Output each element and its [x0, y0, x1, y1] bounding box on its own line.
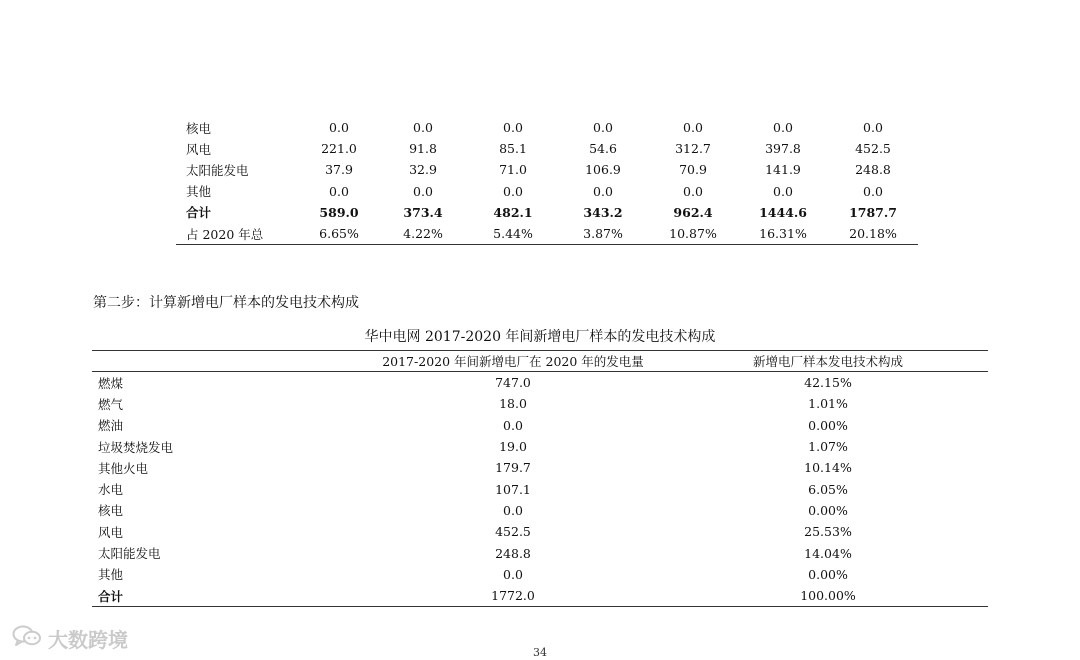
- generation-mix-table: [92, 350, 988, 607]
- table-cell: 0.0: [329, 120, 349, 136]
- table-cell: 18.0: [499, 396, 527, 412]
- table-cell: 54.6: [589, 141, 617, 157]
- row-label: 其他: [186, 184, 212, 200]
- column-header: 2017-2020 年间新增电厂在 2020 年的发电量: [358, 351, 668, 372]
- table-cell: 106.9: [585, 162, 621, 178]
- table-cell: 397.8: [765, 141, 801, 157]
- table-cell: 0.0: [863, 120, 883, 136]
- table-cell: 6.05%: [808, 481, 848, 497]
- table-row-share: [176, 223, 918, 245]
- table-cell: 0.00%: [808, 566, 848, 582]
- table-cell: 1.01%: [808, 396, 848, 412]
- table-cell: 71.0: [499, 162, 527, 178]
- table-cell: 221.0: [321, 141, 357, 157]
- row-label: 占 2020 年总: [176, 223, 300, 245]
- table-cell: 14.04%: [804, 545, 852, 561]
- row-label: 太阳能发电: [186, 162, 249, 178]
- table-row: [176, 117, 918, 138]
- table-cell: 42.15%: [804, 375, 852, 391]
- table-cell: 5.44%: [468, 223, 558, 245]
- table-row: [92, 521, 988, 542]
- table-cell: 248.8: [855, 162, 891, 178]
- step-heading: 第二步：计算新增电厂样本的发电技术构成: [93, 295, 359, 311]
- row-label: 风电: [98, 524, 124, 540]
- table-row: [176, 181, 918, 202]
- table-cell: 20.18%: [828, 223, 918, 245]
- table-header-row: [92, 351, 988, 372]
- table-row-total: [92, 585, 988, 607]
- row-label: 核电: [186, 120, 212, 136]
- table-row: [92, 436, 988, 457]
- table-cell: 248.8: [495, 545, 531, 561]
- table-cell: 91.8: [409, 141, 437, 157]
- table-cell: 1444.6: [759, 204, 807, 220]
- table-cell: 0.0: [773, 183, 793, 199]
- row-label: 合计: [92, 585, 358, 607]
- table-cell: 179.7: [495, 460, 531, 476]
- table-cell: 452.5: [855, 141, 891, 157]
- row-label: 燃煤: [98, 375, 124, 391]
- table-cell: 0.0: [503, 502, 523, 518]
- table-cell: 1787.7: [849, 204, 897, 220]
- table-cell: 0.00%: [808, 417, 848, 433]
- table-cell: 343.2: [583, 204, 623, 220]
- table-row: [92, 457, 988, 478]
- table-row: [176, 159, 918, 180]
- table-cell: 85.1: [499, 141, 527, 157]
- row-label: 其他: [98, 567, 124, 583]
- watermark-text: 大数跨境: [48, 628, 128, 652]
- table-cell: 482.1: [493, 204, 533, 220]
- row-label: 水电: [98, 482, 124, 498]
- table-cell: 141.9: [765, 162, 801, 178]
- table-cell: 107.1: [495, 481, 531, 497]
- table-row: [92, 564, 988, 585]
- table-cell: 1.07%: [808, 439, 848, 455]
- row-label: 燃油: [98, 418, 124, 434]
- table-cell: 0.0: [503, 566, 523, 582]
- table-cell: 19.0: [499, 439, 527, 455]
- table-row: [92, 415, 988, 436]
- table-cell: 3.87%: [558, 223, 648, 245]
- table-caption: 华中电网 2017-2020 年间新增电厂样本的发电技术构成: [364, 329, 716, 345]
- table-cell: 0.0: [683, 183, 703, 199]
- table-cell: 10.87%: [648, 223, 738, 245]
- table-cell: 452.5: [495, 524, 531, 540]
- table-cell: 4.22%: [378, 223, 468, 245]
- table-row: [92, 542, 988, 563]
- table-row: [176, 138, 918, 159]
- table-cell: 0.0: [503, 183, 523, 199]
- row-label: 垃圾焚烧发电: [98, 439, 174, 455]
- page-number: 34: [533, 646, 547, 659]
- table-cell: 32.9: [409, 162, 437, 178]
- row-label: 风电: [186, 141, 212, 157]
- table-row: [92, 393, 988, 414]
- table-cell: 312.7: [675, 141, 711, 157]
- row-label: 核电: [98, 503, 124, 519]
- row-label: 燃气: [98, 396, 124, 412]
- table-cell: 100.00%: [668, 585, 988, 607]
- table-row: [92, 478, 988, 499]
- table-cell: 0.0: [593, 183, 613, 199]
- table-cell: 37.9: [325, 162, 353, 178]
- table-cell: 589.0: [319, 204, 359, 220]
- column-header: 新增电厂样本发电技术构成: [668, 351, 988, 372]
- table-cell: 373.4: [403, 204, 443, 220]
- table-cell: 0.00%: [808, 502, 848, 518]
- table-row-total: [176, 202, 918, 223]
- table-cell: 0.0: [503, 120, 523, 136]
- table-cell: 0.0: [863, 183, 883, 199]
- table-cell: 10.14%: [804, 460, 852, 476]
- table-cell: 0.0: [503, 417, 523, 433]
- table-cell: 0.0: [683, 120, 703, 136]
- table-cell: 962.4: [673, 204, 713, 220]
- table-cell: 6.65%: [300, 223, 378, 245]
- table-cell: 25.53%: [804, 524, 852, 540]
- column-header: [92, 351, 358, 372]
- table-cell: 0.0: [329, 183, 349, 199]
- row-label: 其他火电: [98, 460, 149, 476]
- table-cell: 747.0: [495, 375, 531, 391]
- row-label: 合计: [186, 205, 212, 221]
- table-cell: 16.31%: [738, 223, 828, 245]
- table-cell: 0.0: [413, 120, 433, 136]
- top-continuation-table: [176, 117, 918, 245]
- table-row: [92, 500, 988, 521]
- table-row: [92, 372, 988, 394]
- table-cell: 0.0: [413, 183, 433, 199]
- table-cell: 0.0: [593, 120, 613, 136]
- row-label: 太阳能发电: [98, 546, 161, 562]
- table-cell: 1772.0: [358, 585, 668, 607]
- table-cell: 0.0: [773, 120, 793, 136]
- table-cell: 70.9: [679, 162, 707, 178]
